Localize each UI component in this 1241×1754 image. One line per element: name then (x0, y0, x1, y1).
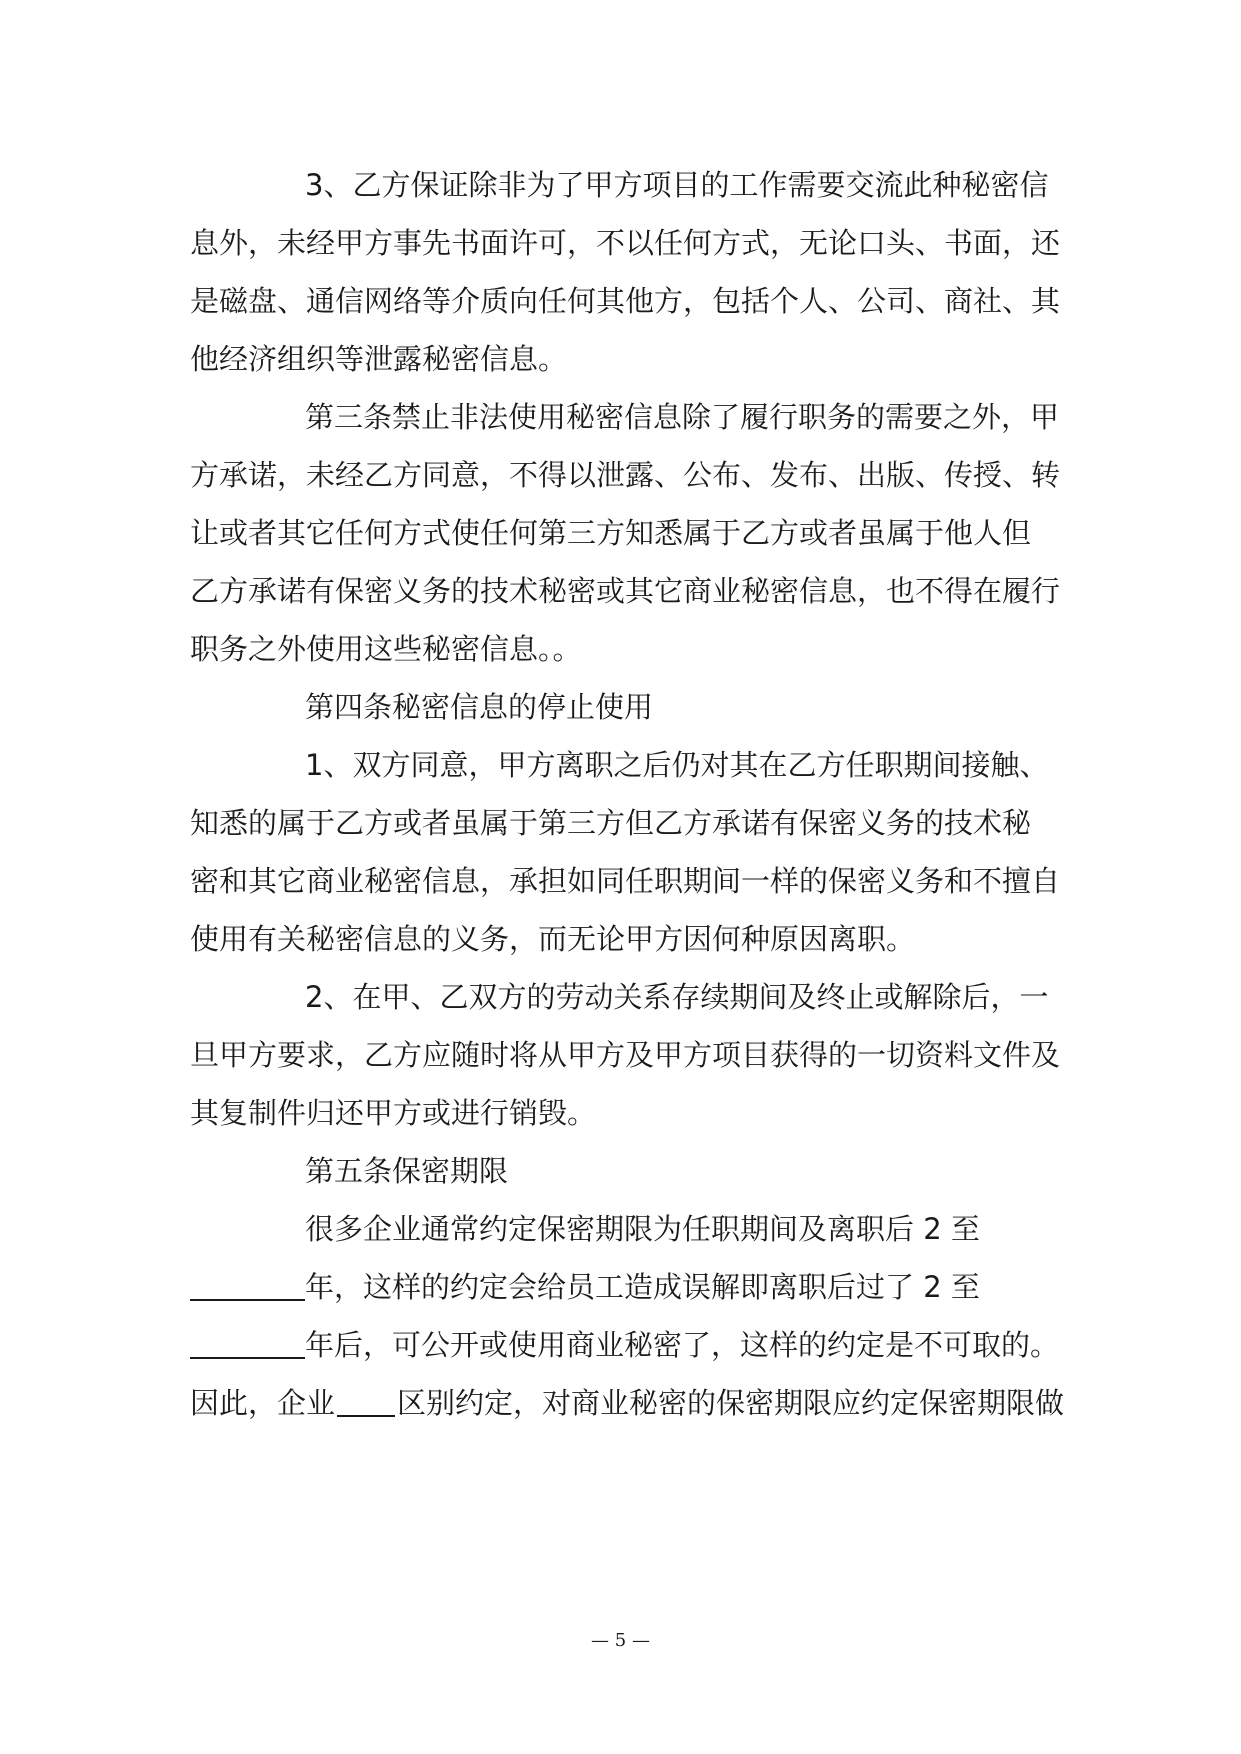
text-line-with-blank (190, 1325, 1059, 1365)
text-line: 方承诺，未经乙方同意，不得以泄露、公布、发布、出版、传授、转 (190, 458, 1061, 492)
text-line: 3、乙方保证除非为了甲方项目的工作需要交流此种秘密信 (305, 168, 1049, 202)
text-line-with-blank (190, 1267, 980, 1307)
section-heading: 第四条秘密信息的停止使用 (305, 690, 654, 724)
text-line: 职务之外使用这些秘密信息。。 (190, 632, 582, 666)
text-line: 他经济组织等泄露秘密信息。 (190, 342, 568, 376)
text-line: 让或者其它任何方式使任何第三方知悉属于乙方或者虽属于他人但 (190, 516, 1032, 550)
text-line: 其复制件归还甲方或进行销毁。 (190, 1096, 597, 1130)
fill-blank (190, 1269, 305, 1301)
text-segment: 年后，可公开或使用商业秘密了，这样的约定是不可取的。 (305, 1328, 1060, 1362)
text-line: 使用有关秘密信息的义务，而无论甲方因何种原因离职。 (190, 922, 916, 956)
page-number: — 5 — (591, 1630, 650, 1651)
fill-blank (337, 1385, 395, 1417)
text-line: 1、双方同意，甲方离职之后仍对其在乙方任职期间接触、 (305, 748, 1049, 782)
text-line: 第三条禁止非法使用秘密信息除了履行职务的需要之外，甲 (305, 400, 1060, 434)
text-line: 2、在甲、乙双方的劳动关系存续期间及终止或解除后，一 (305, 980, 1049, 1014)
text-line: 知悉的属于乙方或者虽属于第三方但乙方承诺有保密义务的技术秘 (190, 806, 1032, 840)
text-line: 很多企业通常约定保密期限为任职期间及离职后 2 至 (305, 1212, 980, 1246)
text-line: 息外，未经甲方事先书面许可，不以任何方式，无论口头、书面，还 (190, 226, 1061, 260)
text-line: 乙方承诺有保密义务的技术秘密或其它商业秘密信息，也不得在履行 (190, 574, 1061, 608)
text-segment: 区别约定，对商业秘密的保密期限应约定保密期限做 (397, 1386, 1065, 1420)
text-line-with-blank (190, 1383, 1064, 1423)
text-line: 密和其它商业秘密信息，承担如同任职期间一样的保密义务和不擅自 (190, 864, 1061, 898)
fill-blank (190, 1327, 305, 1359)
text-line: 是磁盘、通信网络等介质向任何其他方，包括个人、公司、商社、其 (190, 284, 1061, 318)
text-line: 旦甲方要求，乙方应随时将从甲方及甲方项目获得的一切资料文件及 (190, 1038, 1061, 1072)
section-heading: 第五条保密期限 (305, 1154, 509, 1188)
text-segment: 因此，企业 (190, 1386, 336, 1420)
text-segment: 年，这样的约定会给员工造成误解即离职后过了 2 至 (305, 1270, 980, 1304)
